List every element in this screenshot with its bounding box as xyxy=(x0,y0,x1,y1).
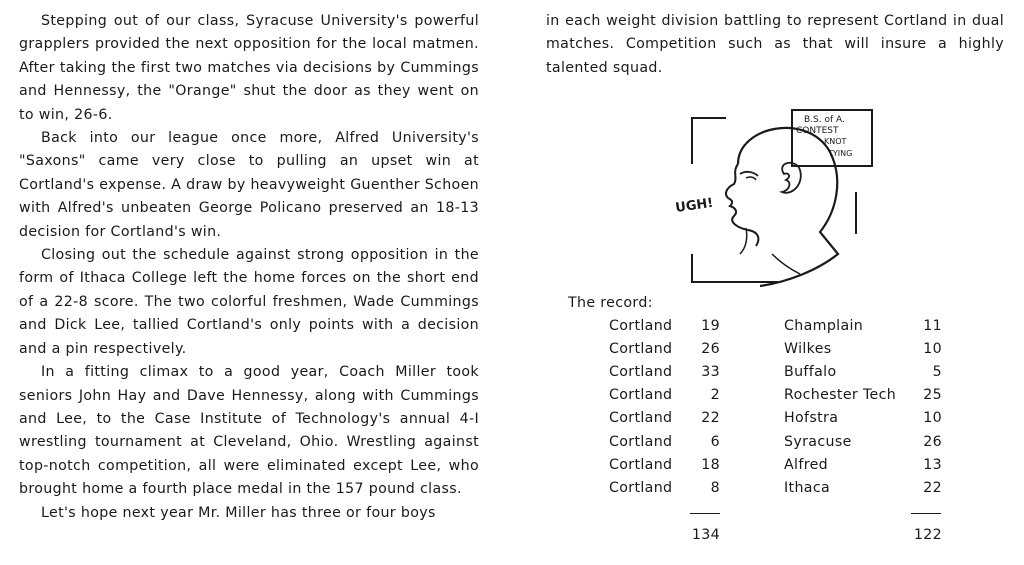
record-row xyxy=(0,457,1024,480)
sign-line-1: B.S. of A. xyxy=(804,115,845,125)
right-text-column xyxy=(546,10,1004,80)
cartoon-exclamation: UGH! xyxy=(674,195,715,216)
record-score: 22 xyxy=(701,410,720,427)
sign-line-4: TYING xyxy=(828,149,853,158)
paragraph-next-year: Let's hope next year Mr. Miller has three or four boys xyxy=(41,504,436,521)
record-opponent: Champlain xyxy=(784,318,864,334)
paragraph-continued: in each weight division battling to represent Cortland in dual matches. Competition such as that will insure a highly talented squad. xyxy=(546,13,1004,76)
record-opponent-score: 26 xyxy=(923,433,942,450)
record-row xyxy=(0,480,1024,503)
record-team: Cortland xyxy=(609,456,673,473)
record-team: Cortland xyxy=(609,479,673,496)
record-opponent-score: 25 xyxy=(923,387,942,404)
record-opponent: Wilkes xyxy=(784,341,832,358)
record-row xyxy=(0,434,1024,457)
cortland-total: 134 xyxy=(691,527,720,543)
record-opponent-score: 11 xyxy=(923,318,942,334)
record-row xyxy=(0,410,1024,433)
record-opponent-score: 10 xyxy=(923,341,942,358)
record-score: 2 xyxy=(710,387,720,404)
paragraph-tournament: In a fitting climax to a good year, Coach Miller took seniors John Hay and Dave Hennessy, along with Cummings and Lee, to the Case Institute of Technology's annual 4-I wrestling tournament at Cleveland, Ohio. Wrestling against top-notch competition, all were eliminated except Lee, who brought home a fourth place medal in the 157 pound class. xyxy=(19,364,479,498)
opponent-total-rule xyxy=(911,513,941,514)
sign-line-2: CONTEST xyxy=(796,126,839,136)
opponent-total: 122 xyxy=(913,527,942,543)
record-row xyxy=(0,387,1024,410)
record-opponent: Syracuse xyxy=(784,433,852,450)
record-team: Cortland xyxy=(609,410,673,427)
record-score: 19 xyxy=(701,318,720,334)
record-team: Cortland xyxy=(609,341,673,358)
record-opponent-score: 22 xyxy=(923,479,942,496)
record-row xyxy=(0,364,1024,387)
record-opponent-score: 10 xyxy=(923,410,942,427)
sign-line-3: KNOT xyxy=(824,137,847,146)
wrestler-cartoon xyxy=(668,104,878,290)
record-team: Cortland xyxy=(609,387,673,404)
record-row xyxy=(0,341,1024,364)
paragraph-ithaca: Closing out the schedule against strong opposition in the form of Ithaca College left the home forces on the short end of a 22-8 score. The two colorful freshmen, Wade Cummings and Dick Lee, tallied Cortland's only points with a decision and a pin respectively. xyxy=(19,247,479,357)
record-team: Cortland xyxy=(609,318,673,334)
paragraph-syracuse: Stepping out of our class, Syracuse University's powerful grapplers provided the next opposition for the local matmen. After taking the first two matches via decisions by Cummings and Hennessy, the "Orange" shut the door as they went on to win, 26-6. xyxy=(19,13,479,123)
record-score: 26 xyxy=(701,341,720,358)
record-row xyxy=(0,318,1024,341)
record-opponent: Buffalo xyxy=(784,364,837,381)
record-score: 18 xyxy=(701,456,720,473)
record-opponent: Hofstra xyxy=(784,410,839,427)
record-opponent-score: 13 xyxy=(923,456,942,473)
paragraph-alfred: Back into our league once more, Alfred University's "Saxons" came very close to pulling an upset win at Cortland's expense. A draw by heavyweight Guenther Schoen with Alfred's unbeaten George Policano preserved an 18-13 decision for Cortland's win. xyxy=(19,130,479,240)
record-opponent: Rochester Tech xyxy=(784,387,897,404)
record-score: 8 xyxy=(710,479,720,496)
record-team: Cortland xyxy=(609,364,673,381)
cortland-total-rule xyxy=(690,513,720,514)
record-opponent: Ithaca xyxy=(784,479,831,496)
record-opponent-score: 5 xyxy=(932,364,942,381)
record-score: 6 xyxy=(710,433,720,450)
record-team: Cortland xyxy=(609,433,673,450)
record-label: The record: xyxy=(568,295,653,311)
record-score: 33 xyxy=(701,364,720,381)
record-opponent: Alfred xyxy=(784,456,828,473)
